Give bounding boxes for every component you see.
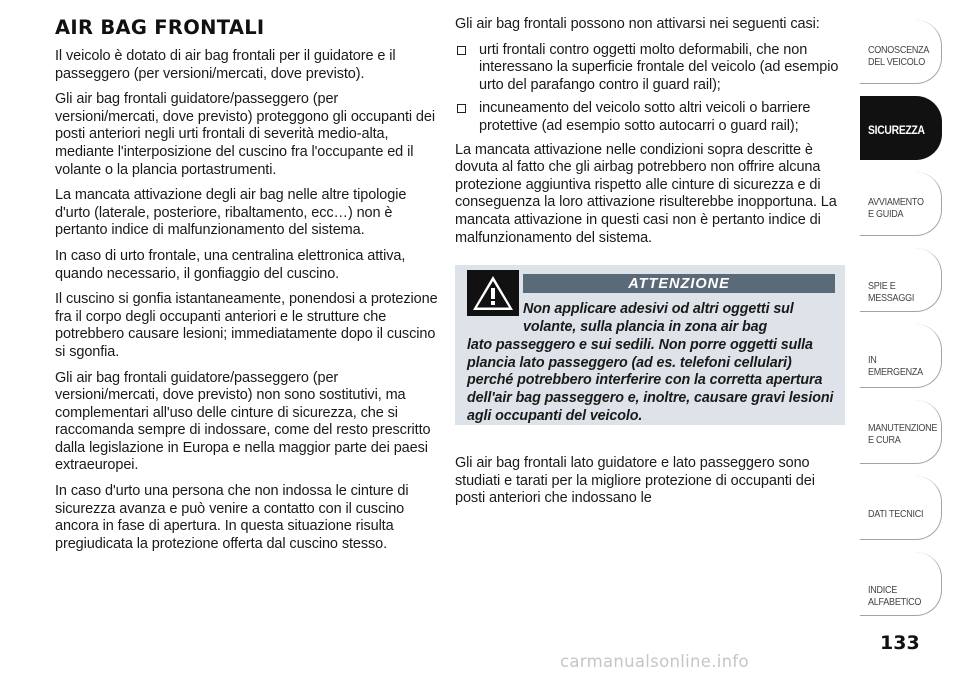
tab-label: SICUREZZA xyxy=(868,123,925,137)
list-item xyxy=(455,100,845,135)
paragraph: Il veicolo è dotato di air bag frontali per il guidatore e il passeggero (per versioni/mercati, dove previsto). xyxy=(55,48,396,82)
paragraph: In caso di urto frontale, una centralina elettronica attiva, quando necessario, il gonfiaggio del cuscino. xyxy=(55,247,406,282)
watermark: carmanualsonline.info xyxy=(560,652,749,671)
right-column xyxy=(455,16,845,516)
tab-label: CONOSCENZA DEL VEICOLO xyxy=(868,44,929,68)
warning-triangle-icon xyxy=(467,270,519,316)
section-title: AIR BAG FRONTALI xyxy=(55,16,265,39)
warning-text xyxy=(467,301,835,426)
tab-in-emergenza[interactable] xyxy=(860,324,942,388)
tab-label: INDICE ALFABETICO xyxy=(868,584,922,608)
tab-label: AVVIAMENTO E GUIDA xyxy=(868,196,924,220)
list-item-text: incuneamento del veicolo sotto altri veicoli o barriere protettive (ad esempio sotto autocarri o guard rail); xyxy=(479,100,811,134)
tab-indice-alfabetico[interactable] xyxy=(860,552,942,616)
tab-sicurezza[interactable] xyxy=(860,96,942,160)
tab-spie-e-messaggi[interactable] xyxy=(860,248,942,312)
page-number: 133 xyxy=(880,632,920,654)
tab-avviamento-e-guida[interactable] xyxy=(860,172,942,236)
square-bullet-icon xyxy=(457,46,466,55)
paragraph: In caso d'urto una persona che non indossa le cinture di sicurezza avanza e può venire a contatto con il cuscino ancora in fase di apertura. In questa situazione risulta pregiudicata la protezione offerta dal cuscino stesso. xyxy=(55,483,409,552)
tab-label: DATI TECNICI xyxy=(868,508,924,520)
paragraph: Gli air bag frontali guidatore/passeggero (per versioni/mercati, dove previsto) non sono sostitutivi, ma complementari all'uso delle cinture di sicurezza, che si raccomanda sempre di indossare, come del resto prescritto dalla legislazione in Europa e nella maggior parte dei paesi extraeuropei. xyxy=(55,369,431,474)
closing-paragraph: Gli air bag frontali lato guidatore e lato passeggero sono studiati e tarati per la migliore protezione di occupanti dei posti anteriori che indossano le xyxy=(455,455,815,507)
bullet-list xyxy=(455,42,845,136)
warning-box xyxy=(455,265,845,425)
square-bullet-icon xyxy=(457,104,466,113)
tab-label: SPIE E MESSAGGI xyxy=(868,280,915,304)
paragraph: Gli air bag frontali guidatore/passeggero (per versioni/mercati, dove previsto) proteggono gli occupanti dei posti anteriori negli urti frontali di severità medio-alta, mediante l'interposizione del cuscino fra l'occupante ed il volante o la plancia portastrumenti. xyxy=(55,91,435,178)
paragraph: Il cuscino si gonfia istantaneamente, ponendosi a protezione fra il corpo degli occupanti anteriori e le strutture che potrebbero causare lesioni; immediatamente dopo il cuscino si sgonfia. xyxy=(55,291,438,360)
warning-heading: ATTENZIONE xyxy=(523,274,835,293)
warning-text-first: Non applicare adesivi od altri oggetti sul volante, sulla plancia in zona air bag xyxy=(523,301,794,335)
list-item-text: urti frontali contro oggetti molto deformabili, che non interessano la superficie frontale del veicolo (ad esempio urto del parafango contro il guard rail); xyxy=(479,41,839,93)
left-column xyxy=(55,16,441,561)
tab-manutenzione-e-cura[interactable] xyxy=(860,400,942,464)
paragraph: La mancata attivazione degli air bag nelle altre tipologie d'urto (laterale, posteriore, ribaltamento, ecc…) non è pertanto indice di malfunzionamento del sistema. xyxy=(55,187,407,239)
tab-conoscenza-del-veicolo[interactable] xyxy=(860,20,942,84)
chapter-sidebar xyxy=(860,0,960,678)
tab-label: MANUTENZIONE E CURA xyxy=(868,422,938,446)
warning-text-rest: lato passeggero e sui sedili. Non porre oggetti sulla plancia lato passeggero (ad es. telefoni cellulari) perché potrebbero interferire con la corretta apertura dell'air bag passeggero e, inoltre, causare gravi lesioni agli occupanti del veicolo. xyxy=(467,336,834,424)
tab-label: IN EMERGENZA xyxy=(868,354,923,378)
tab-dati-tecnici[interactable] xyxy=(860,476,942,540)
intro-paragraph: Gli air bag frontali possono non attivarsi nei seguenti casi: xyxy=(455,16,820,32)
paragraph: La mancata attivazione nelle condizioni sopra descritte è dovuta al fatto che gli airbag potrebbero non offrire alcuna protezione aggiuntiva rispetto alle cinture di sicurezza e di conseguenza la loro attivazione risulterebbe inopportuna. La mancata attivazione in questi casi non è pertanto indice di malfunzionamento del sistema. xyxy=(455,141,837,246)
list-item xyxy=(455,42,845,95)
